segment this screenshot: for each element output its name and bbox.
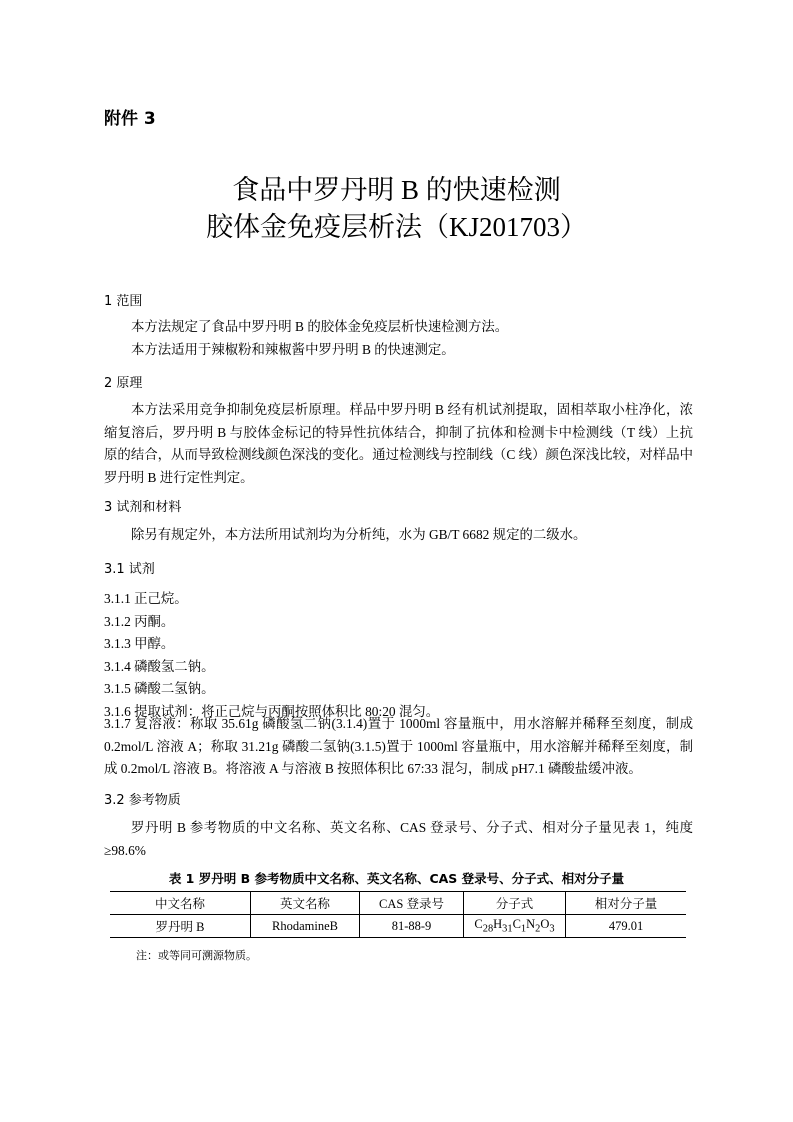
table-header-cell: 英文名称: [251, 892, 360, 915]
section-3-paragraph: 除另有规定外，本方法所用试剂均为分析纯，水为 GB/T 6682 规定的二级水。: [131, 527, 587, 542]
section-2-paragraph: 本方法采用竞争抑制免疫层析原理。样品中罗丹明 B 经有机试剂提取，固相萃取小柱净化，浓缩复溶后，罗丹明 B 与胶体金标记的特异性抗体结合，抑制了抗体和检测卡中检测线（T 线）上抗原的结合，从而导致检测线颜色深浅的变化。通过检测线与控制线（C 线）颜色深浅比较，对样品中罗丹明 B 进行定性判定。: [104, 402, 693, 485]
reagent-item: 3.1.2 丙酮。: [104, 613, 175, 629]
section-1-heading: 1 范围: [104, 294, 143, 309]
table-header-cell: CAS 登录号: [360, 892, 464, 915]
table-note: 注：或等同可溯源物质。: [136, 950, 257, 962]
reagent-item: 3.1.4 磷酸氢二钠。: [104, 658, 215, 674]
table-header-row: [110, 892, 686, 915]
section-1-paragraph-1: 本方法规定了食品中罗丹明 B 的胶体金免疫层析快速检测方法。: [131, 319, 509, 334]
table-header-cell: 分子式: [464, 892, 566, 915]
molecular-weight-cell: 479.01: [566, 915, 687, 938]
cn-name-cell: 罗丹明 B: [110, 915, 251, 938]
section-1-paragraph-2: 本方法适用于辣椒粉和辣椒酱中罗丹明 B 的快速测定。: [131, 342, 455, 357]
formula-cell: $C_{28}H_{31}C_1N_2O_3$: [464, 915, 566, 938]
section-3-2-paragraph: 罗丹明 B 参考物质的中文名称、英文名称、CAS 登录号、分子式、相对分子量见表 1，纯度≥98.6%: [104, 820, 693, 858]
cas-cell: 81-88-9: [360, 915, 464, 938]
table-row: [110, 915, 686, 938]
reagent-item: 3.1.6 提取试剂：将正己烷与丙酮按照体积比 80:20 混匀。: [104, 703, 440, 719]
table-header-cell: 中文名称: [110, 892, 251, 915]
reagent-item-3-1-7: 3.1.7 复溶液：称取 35.61g 磷酸氢二钠(3.1.4)置于 1000ml 容量瓶中，用水溶解并稀释至刻度，制成 0.2mol/L 溶液 A；称取 31.21g 磷酸二氢钠(3.1.5)置于 1000ml 容量瓶中，用水溶解并稀释至刻度，制成 0.2mol/L 溶液 B。将溶液 A 与溶液 B 按照体积比 67:33 混匀，制成 pH7.1 磷酸盐缓冲液。: [104, 716, 693, 776]
section-3-heading: 3 试剂和材料: [104, 500, 182, 515]
reagent-item: 3.1.1 正己烷。: [104, 591, 188, 606]
reagent-item: 3.1.3 甲醇。: [104, 636, 175, 651]
reagent-list: [104, 588, 693, 723]
section-2-heading: 2 原理: [104, 376, 143, 391]
section-3-2-heading: 3.2 参考物质: [104, 793, 181, 808]
document-title-line2: 胶体金免疫层析法（KJ201703）: [205, 212, 587, 242]
attachment-label: 附件 3: [104, 109, 156, 129]
reference-substance-table: [110, 891, 686, 938]
document-title-line1: 食品中罗丹明 B 的快速检测: [232, 175, 561, 205]
reagent-item: 3.1.5 磷酸二氢钠。: [104, 681, 215, 696]
table-header-cell: 相对分子量: [566, 892, 687, 915]
en-name-cell: RhodamineB: [251, 915, 360, 938]
section-3-1-heading: 3.1 试剂: [104, 562, 155, 577]
table-1-caption: 表 1 罗丹明 B 参考物质中文名称、英文名称、CAS 登录号、分子式、相对分子量: [168, 871, 625, 886]
